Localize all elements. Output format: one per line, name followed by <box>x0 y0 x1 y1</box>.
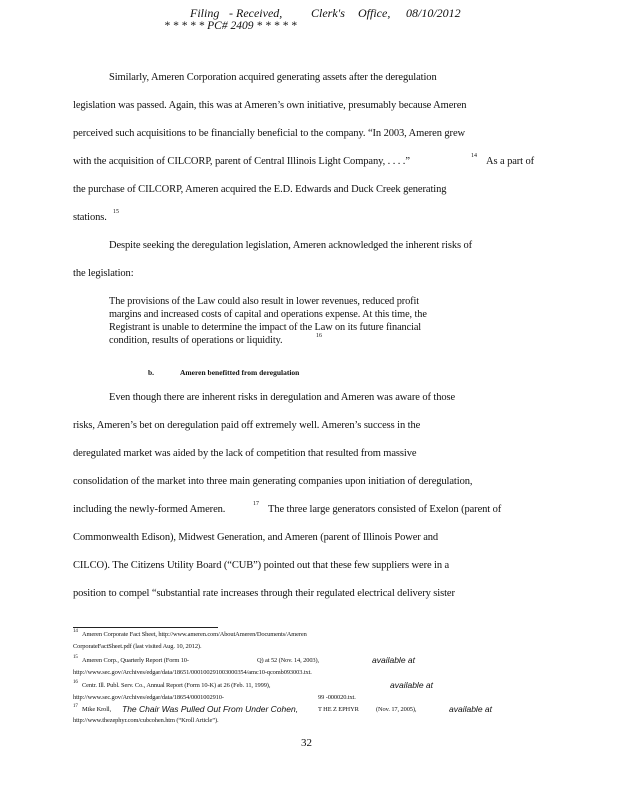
body-line: legislation was passed. Again, this was at Ameren’s own initiative, presumably because Ameren <box>73 100 467 111</box>
body-line: The three large generators consisted of Exelon (parent of <box>268 504 502 515</box>
body-line: Similarly, Ameren Corporation acquired generating assets after the deregulation <box>109 72 437 83</box>
body-line: Even though there are inherent risks in deregulation and Ameren was aware of those <box>109 392 456 403</box>
footnote-ref-17: 17 <box>253 501 259 507</box>
footnote-text: CorporateFactSheet.pdf (last visited Aug. 10, 2012). <box>73 643 202 650</box>
body-line: position to compel “substantial rate increases through their regulated electrical delivery sister <box>73 588 455 599</box>
footnote-text: Q) at 52 (Nov. 14, 2003), <box>257 657 320 664</box>
body-line: perceived such acquisitions to be financially beneficial to the company. “In 2003, Ameren grew <box>73 128 465 139</box>
quote-line: Registrant is unable to determine the impact of the Law on its future financial <box>109 322 422 333</box>
body-line: including the newly-formed Ameren. <box>73 504 226 515</box>
quote-line: The provisions of the Law could also result in lower revenues, reduced profit <box>109 296 419 307</box>
stamp-filing: Filing <box>190 6 220 20</box>
body-line: risks, Ameren’s bet on deregulation paid off extremely well. Ameren’s success in the <box>73 420 421 431</box>
body-line: Commonwealth Edison), Midwest Generation, and Ameren (parent of Illinois Power and <box>73 532 439 543</box>
footnote-signal: available at <box>449 704 493 714</box>
footnote-text: (Nov. 17, 2005), <box>376 706 417 713</box>
footnote-text: Ameren Corp., Quarterly Report (Form 10- <box>82 657 189 664</box>
body-line: with the acquisition of CILCORP, parent of Central Illinois Light Company, . . . .” <box>73 156 410 167</box>
body-line: deregulated market was aided by the lack of competition that resulted from massive <box>73 448 417 459</box>
footnote-text: 99 -000020.txt. <box>318 694 356 701</box>
footnote-text: T HE Z EPHYR <box>318 706 359 713</box>
footnote-text: Ameren Corporate Fact Sheet, http://www.ameren.com/AboutAmeren/Documents/Ameren <box>82 631 307 638</box>
body-line: As a part of <box>486 156 535 167</box>
body-line: Despite seeking the deregulation legislation, Ameren acknowledged the inherent risks of <box>109 240 473 251</box>
footnote-ref-16: 16 <box>316 333 322 339</box>
footnote-number: 17 <box>73 704 78 709</box>
stamp-clerks: Clerk's <box>311 6 345 20</box>
footnote-text: Mike Kroll, <box>82 706 112 713</box>
footnote-separator <box>73 627 218 628</box>
stamp-office: Office, <box>358 6 391 20</box>
stamp-date: 08/10/2012 <box>406 6 461 20</box>
footnote-signal: available at <box>390 680 434 690</box>
footnote-text: http://www.sec.gov/Archives/edgar/data/18654/0001002910- <box>73 694 224 701</box>
body-line: the purchase of CILCORP, Ameren acquired the E.D. Edwards and Duck Creek generating <box>73 184 447 195</box>
footnote-text: Centr. Ill. Publ. Serv. Co., Annual Report (Form 10-K) at 26 (Feb. 11, 1999), <box>82 682 271 689</box>
section-heading-title: Ameren benefitted from deregulation <box>180 368 300 377</box>
stamp-received: - Received, <box>229 6 283 20</box>
footnote-ref-15: 15 <box>113 209 119 215</box>
footnote-number: 15 <box>73 655 78 660</box>
footnote-article-title: The Chair Was Pulled Out From Under Cohen, <box>122 704 299 714</box>
footnote-signal: available at <box>372 655 416 665</box>
footnote-number: 14 <box>73 629 78 634</box>
body-line: CILCO). The Citizens Utility Board (“CUB”) pointed out that these few suppliers were in a <box>73 560 450 571</box>
footnote-ref-14: 14 <box>471 153 477 159</box>
body-line: consolidation of the market into three main generating companies upon initiation of deregulation, <box>73 476 473 487</box>
body-line: stations. <box>73 212 107 223</box>
footnote-number: 16 <box>73 680 78 685</box>
quote-line: margins and increased costs of capital and operations expense. At this time, the <box>109 309 427 320</box>
body-line: the legislation: <box>73 268 134 279</box>
footnote-text: http://www.thezephyr.com/cubcohen.htm (“Kroll Article”). <box>73 717 219 724</box>
quote-line: condition, results of operations or liquidity. <box>109 335 283 346</box>
footnote-text: http://www.sec.gov/Archives/edgar/data/18651/000100291003000354/amc10-qcomb093003.txt. <box>73 669 312 676</box>
stamp-pc-number: * * * * * PC# 2409 * * * * * <box>164 20 297 32</box>
page-number: 32 <box>301 737 312 749</box>
section-heading-letter: b. <box>148 368 155 377</box>
